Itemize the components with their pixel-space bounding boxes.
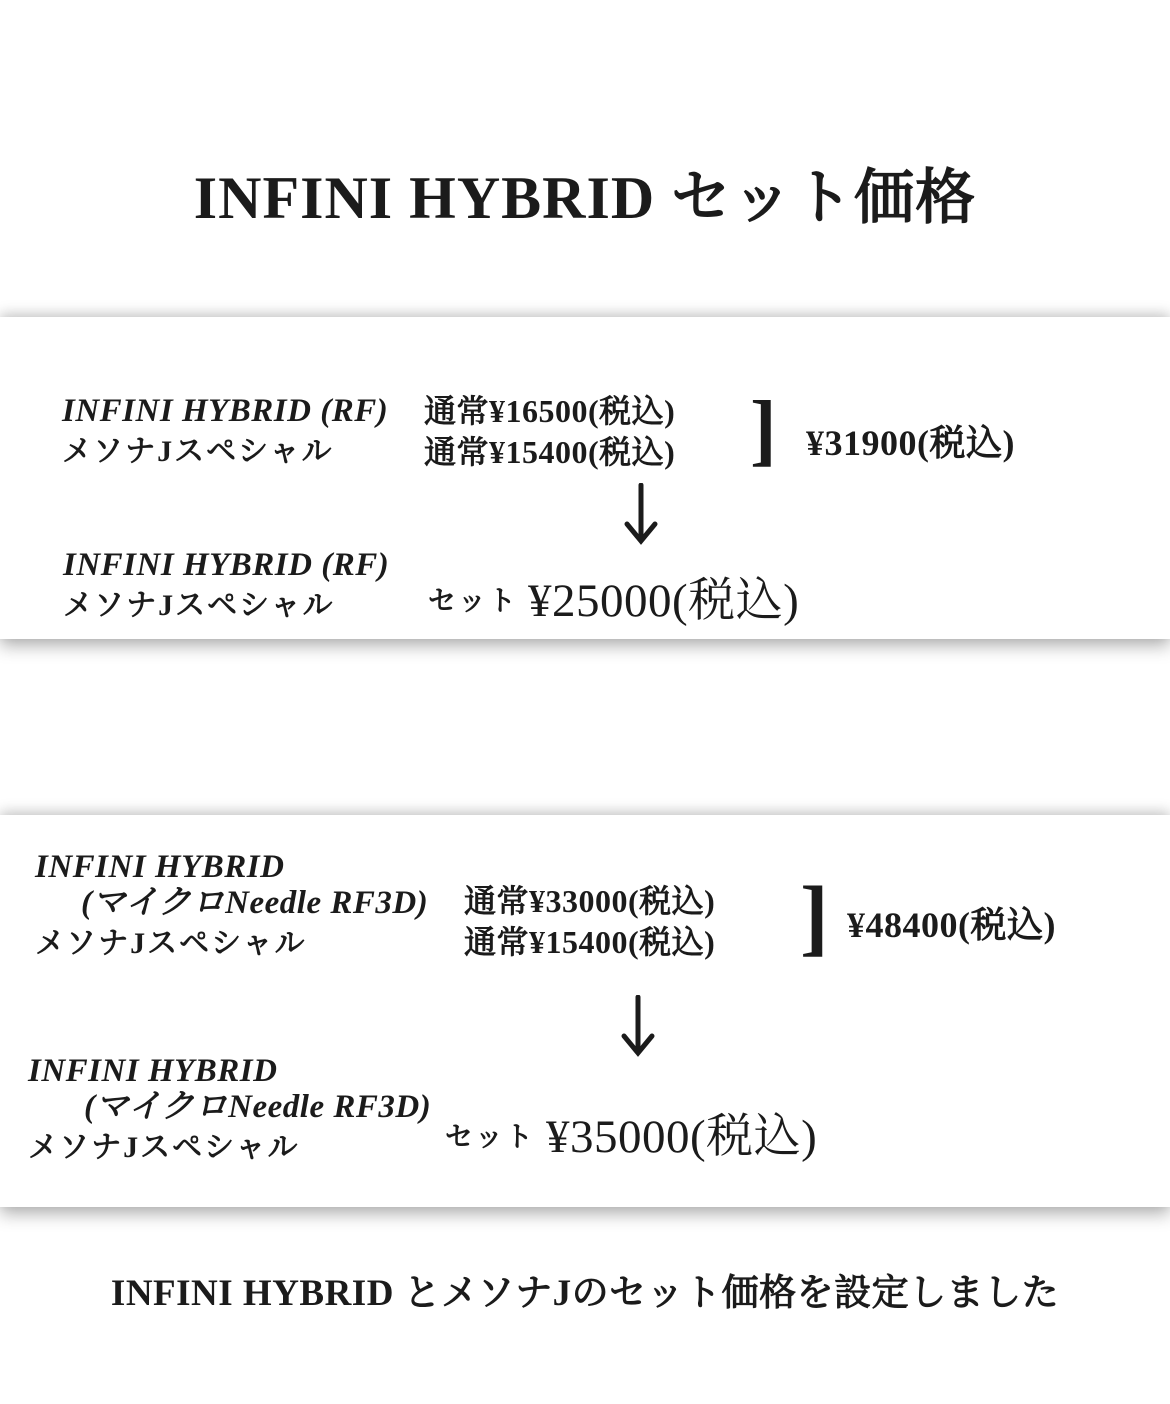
set-price: ¥25000(税込) <box>528 575 800 627</box>
product-name-block <box>35 849 428 961</box>
product-sub-name: メソナJスペシャル <box>62 435 334 468</box>
regular-price-list <box>424 391 675 473</box>
regular-price-list <box>464 881 715 963</box>
product-name: INFINI HYBRID (RF) <box>62 393 389 429</box>
product-name-block <box>62 393 388 469</box>
regular-price: 通常¥15400(税込) <box>424 434 676 470</box>
price-card-microneedle <box>0 815 1170 1207</box>
combined-price: ¥31900(税込) <box>806 423 1015 463</box>
result-name-block <box>63 547 389 623</box>
product-name-detail: (マイクロNeedle RF3D) <box>81 885 429 921</box>
result-sub-name: メソナJスペシャル <box>63 589 335 622</box>
result-name: INFINI HYBRID (RF) <box>63 547 390 583</box>
bracket-glyph: ] <box>800 868 829 964</box>
down-arrow-icon <box>615 483 667 545</box>
down-arrow-icon <box>612 995 664 1057</box>
regular-price: 通常¥16500(税込) <box>424 393 676 429</box>
result-sub-name: メソナJスペシャル <box>28 1131 300 1164</box>
product-name: INFINI HYBRID <box>35 849 285 885</box>
set-price: ¥35000(税込) <box>546 1111 818 1163</box>
bracket-glyph: ] <box>750 386 777 474</box>
price-card-rf <box>0 317 1170 639</box>
product-sub-name: メソナJスペシャル <box>35 927 307 960</box>
set-label: セット <box>428 586 519 617</box>
result-name-detail: (マイクロNeedle RF3D) <box>84 1089 432 1125</box>
set-label: セット <box>445 1122 536 1153</box>
page-footer: INFINI HYBRID とメソナJのセット価格を設定しました <box>110 1273 1060 1314</box>
result-name-block <box>28 1053 431 1165</box>
page-title: INFINI HYBRID セット価格 <box>193 165 977 231</box>
combined-price: ¥48400(税込) <box>847 905 1056 945</box>
result-name: INFINI HYBRID <box>28 1053 278 1089</box>
regular-price: 通常¥33000(税込) <box>464 883 716 919</box>
regular-price: 通常¥15400(税込) <box>464 924 716 960</box>
